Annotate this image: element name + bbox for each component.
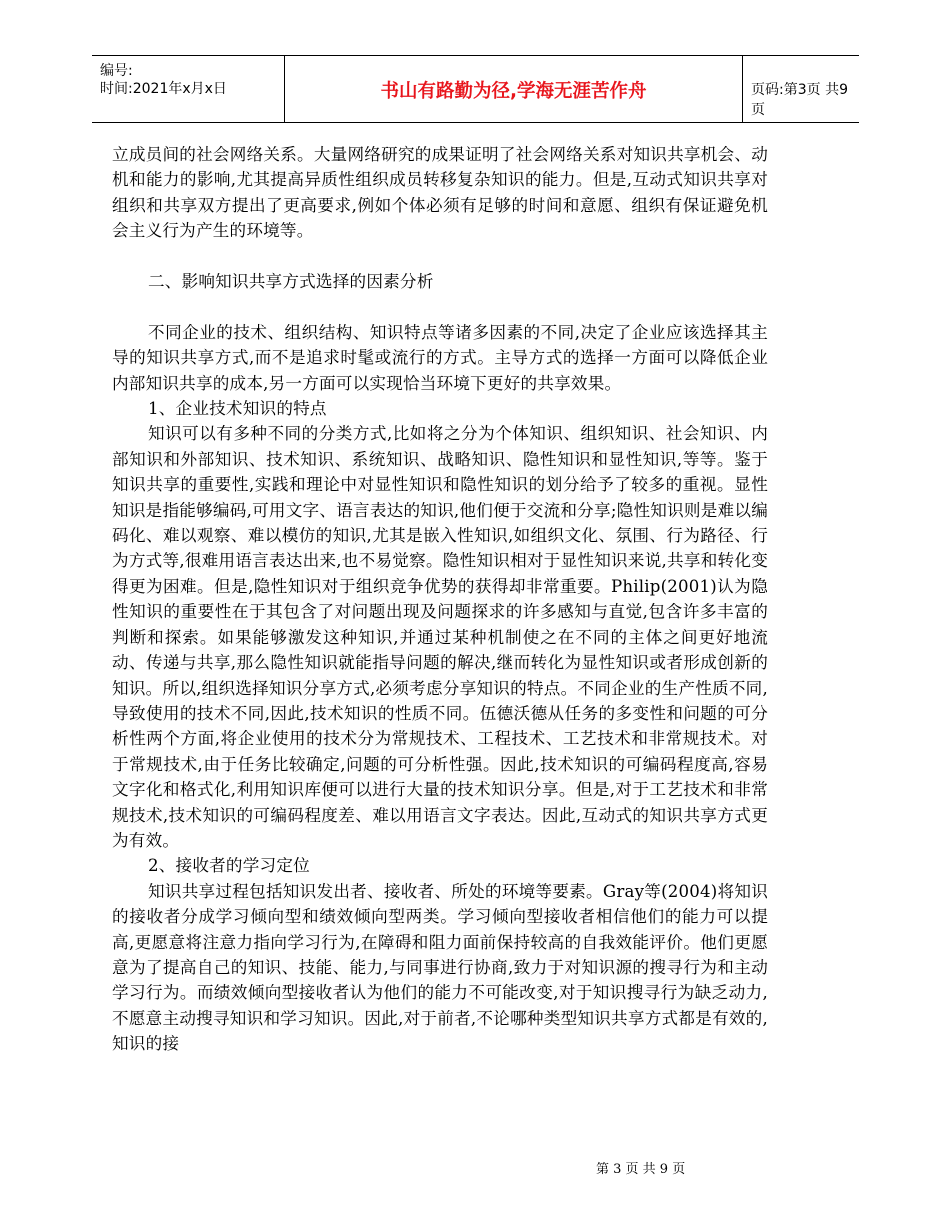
paragraph: 知识可以有多种不同的分类方式,比如将之分为个体知识、组织知识、社会知识、内部知识和外部知识、技术知识、系统知识、战略知识、隐性知识和显性知识,等等。鉴于知识共享的重要性,实践和理论中对显性知识和隐性知识的划分给予了较多的重视。显性知识是指能够编码,可用文字、语言表达的知识,他们便于交流和分享;隐性知识则是难以编码化、难以观察、难以模仿的知识,尤其是嵌入性知识,如组织文化、氛围、行为路径、行为方式等,很难用语言表达出来,也不易觉察。隐性知识相对于显性知识来说,共享和转化变得更为困难。但是,隐性知识对于组织竞争优势的获得却非常重要。Philip(2001)认为隐性知识的重要性在于其包含了对问题出现及问题探求的许多感知与直觉,包含许多丰富的判断和探索。如果能够激发这种知识,并通过某种机制使之在不同的主体之间更好地流动、传递与共享,那么隐性知识就能指导问题的解决,继而转化为显性知识或者形成创新的知识。所以,组织选择知识分享方式,必须考虑分享知识的特点。不同企业的生产性质不同,导致使用的技术不同,因此,技术知识的性质不同。伍德沃德从任务的多变性和问题的可分析性两个方面,将企业使用的技术分为常规技术、工程技术、工艺技术和非常规技术。对于常规技术,由于任务比较确定,问题的可分析性强。因此,技术知识的可编码程度高,容易文字化和格式化,利用知识库便可以进行大量的技术知识分享。但是,对于工艺技术和非常规技术,技术知识的可编码程度差、难以用语言文字表达。因此,互动式的知识共享方式更为有效。 bbox=[112, 424, 769, 850]
paragraph: 知识共享过程包括知识发出者、接收者、所处的环境等要素。Gray等(2004)将知识的接收者分成学习倾向型和绩效倾向型两类。学习倾向型接收者相信他们的能力可以提高,更愿意将注意力指向学习行为,在障碍和阻力面前保持较高的自我效能评价。他们更愿意为了提高自己的知识、技能、能力,与同事进行协商,致力于对知识源的搜寻行为和主动学习行为。而绩效倾向型接收者认为他们的能力不可能改变,对于知识搜寻行为缺乏动力,不愿意主动搜寻知识和学习知识。因此,对于前者,不论哪种类型知识共享方式都是有效的,知识的接 bbox=[112, 881, 769, 1054]
time-label: 时间:2021年x月x日 bbox=[100, 81, 227, 97]
paragraph: 不同企业的技术、组织结构、知识特点等诸多因素的不同,决定了企业应该选择其主导的知识共享方式,而不是追求时髦或流行的方式。主导方式的选择一方面可以降低企业内部知识共享的成本,另一方面可以实现恰当环境下更好的共享效果。 bbox=[112, 322, 768, 393]
motto-text: 书山有路勤为径,学海无涯苦作舟 bbox=[380, 81, 647, 102]
document-body bbox=[112, 142, 768, 1057]
header-page-cell bbox=[743, 56, 859, 122]
header-motto-cell bbox=[285, 56, 743, 122]
page-info: 页码:第3页 共9页 bbox=[751, 82, 848, 118]
subsection-heading: 1、企业技术知识的特点 bbox=[148, 399, 327, 419]
number-label: 编号: bbox=[100, 63, 133, 79]
page-header bbox=[92, 55, 859, 123]
header-left-cell bbox=[92, 56, 285, 122]
section-heading: 二、影响知识共享方式选择的因素分析 bbox=[148, 272, 434, 292]
subsection-heading: 2、接收者的学习定位 bbox=[148, 856, 310, 876]
paragraph-continuation: 立成员间的社会网络关系。大量网络研究的成果证明了社会网络关系对知识共享机会、动机和能力的影响,尤其提高异质性组织成员转移复杂知识的能力。但是,互动式知识共享对组织和共享双方提出了更高要求,例如个体必须有足够的时间和意愿、组织有保证避免机会主义行为产生的环境等。 bbox=[112, 145, 768, 241]
footer-page-number: 第 3 页 共 9 页 bbox=[596, 1162, 686, 1177]
